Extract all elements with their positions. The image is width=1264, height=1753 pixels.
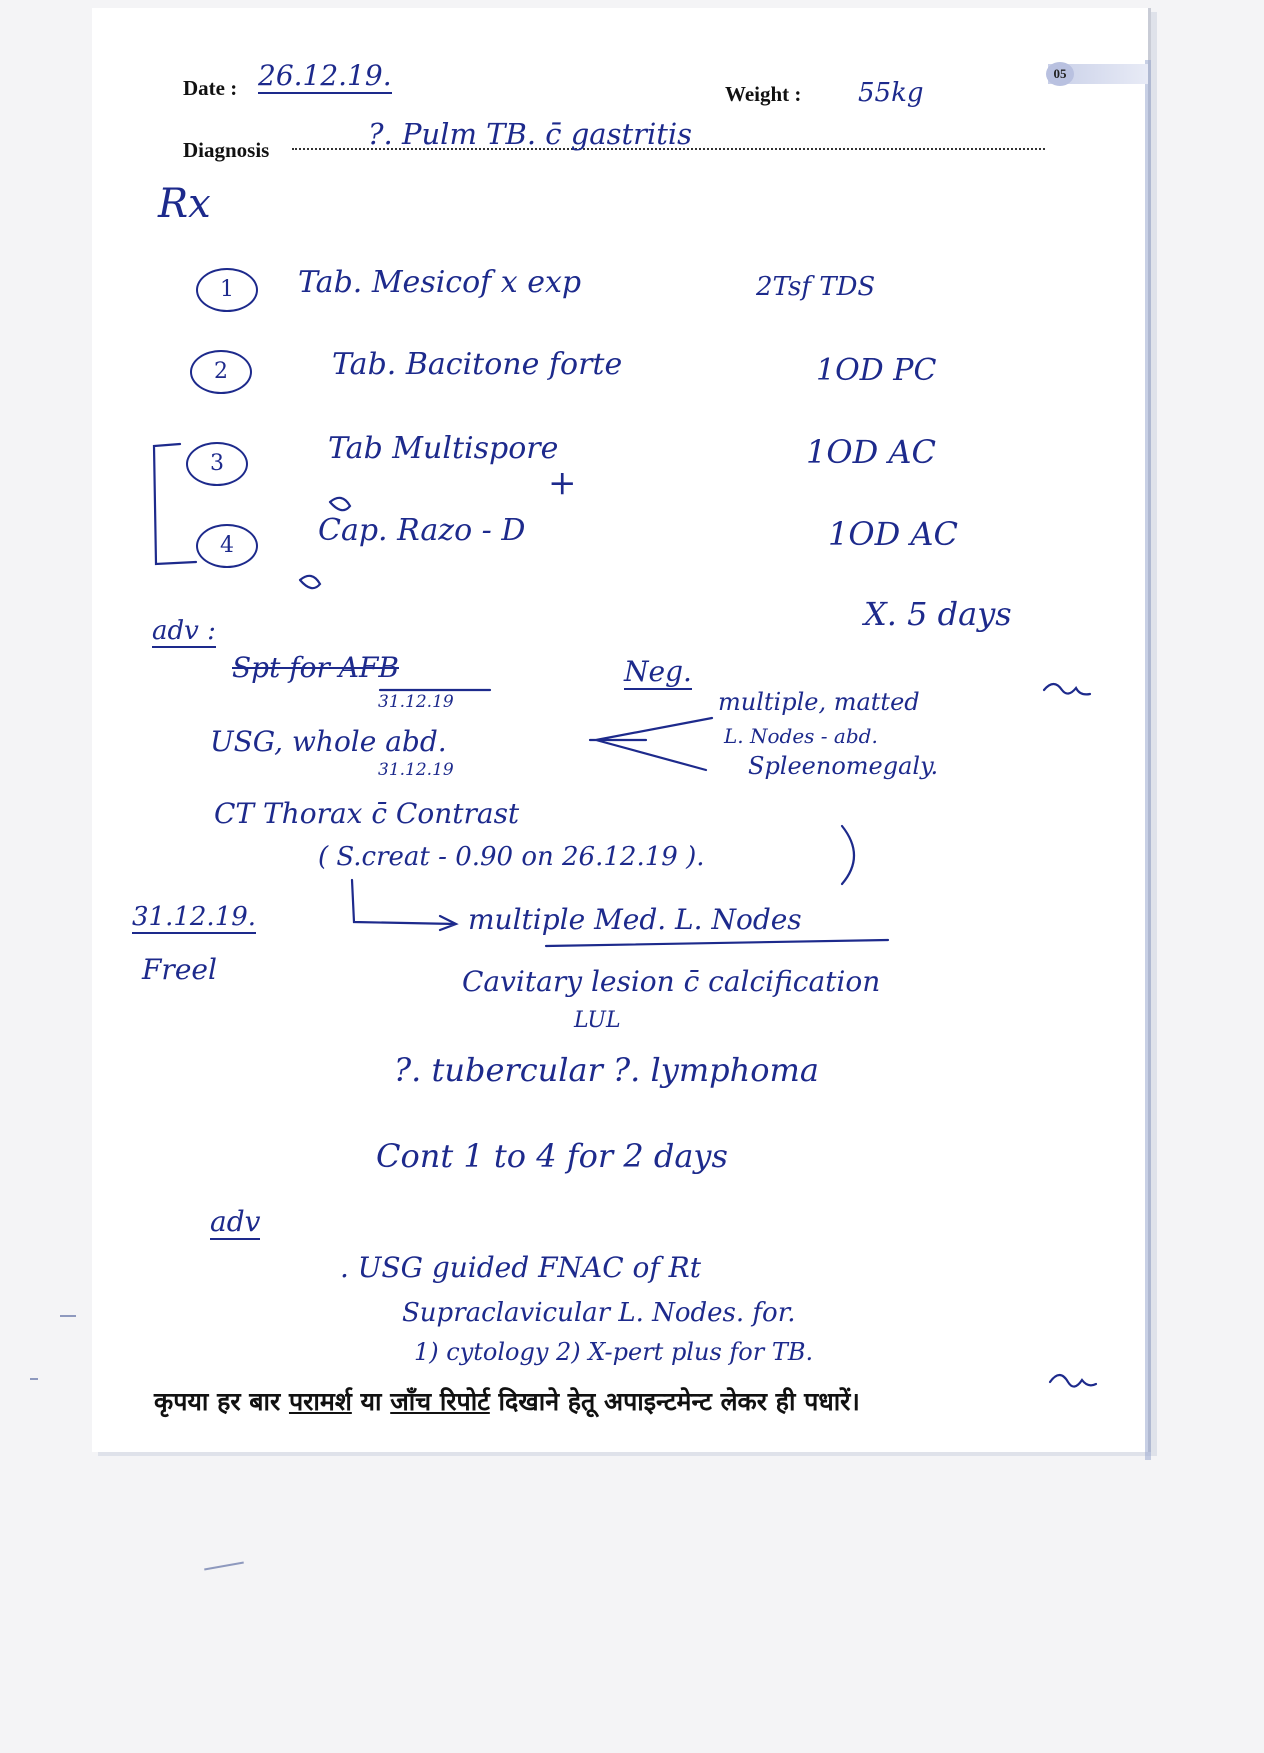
med-dose: 1OD AC: [828, 515, 959, 553]
creatinine-note: ( S.creat - 0.90 on 26.12.19 ).: [318, 842, 705, 872]
fnac-advice: Supraclavicular L. Nodes. for.: [402, 1298, 796, 1328]
weight-label: Weight :: [725, 82, 802, 106]
diagnosis-value: ?. Pulm TB. c̄ gastritis: [368, 117, 693, 151]
duration: X. 5 days: [864, 595, 1012, 633]
med-number: 2: [190, 350, 252, 394]
fnac-advice: . USG guided FNAC of Rt: [340, 1251, 702, 1284]
footer-text: कृपया हर बार: [154, 1387, 289, 1416]
creat-bracket: [842, 826, 854, 884]
med-name: Cap. Razo - D: [318, 513, 526, 548]
med-bracket: [154, 444, 196, 564]
med-dose: 1OD PC: [816, 353, 937, 388]
med-number: 4: [196, 524, 258, 568]
signature: [1044, 684, 1090, 694]
med-number: 3: [186, 442, 248, 486]
ct-finding: multiple Med. L. Nodes: [468, 903, 802, 936]
med-name: Tab Multispore: [328, 431, 559, 466]
usg-date: 31.12.19: [378, 760, 454, 780]
med-dose: 2Tsf TDS: [756, 272, 876, 302]
med-name: Tab. Bacitone forte: [332, 347, 623, 382]
fnac-advice: 1) cytology 2) X-pert plus for TB.: [414, 1338, 814, 1366]
med-number: 1: [196, 268, 258, 312]
ct-test: CT Thorax c̄ Contrast: [214, 797, 520, 830]
footer-text: जाँच रिपोर्ट: [390, 1387, 490, 1416]
followup-date: 31.12.19.: [132, 902, 257, 932]
tick-mark: [300, 576, 320, 588]
sputum-test: Spt for AFB: [232, 651, 399, 684]
date-label: Date :: [183, 76, 238, 100]
footer-text: या: [351, 1387, 391, 1416]
plus-sign: +: [548, 463, 577, 503]
usg-test: USG, whole abd.: [210, 725, 447, 758]
advice-heading: adv: [210, 1205, 261, 1238]
med-dose: 1OD AC: [806, 433, 937, 471]
diagnosis-label: Diagnosis: [183, 138, 270, 162]
weight-value: 55kg: [858, 78, 924, 108]
advice-heading: adv :: [152, 616, 216, 646]
usg-finding: L. Nodes - abd.: [724, 724, 878, 748]
arrow-usg: [590, 718, 712, 770]
continue-note: Cont 1 to 4 for 2 days: [376, 1137, 728, 1175]
sputum-result: Neg.: [624, 655, 692, 688]
impression: ?. tubercular ?. lymphoma: [394, 1051, 819, 1089]
arrow-ct: [352, 880, 456, 930]
rx-symbol: Rx: [158, 181, 211, 227]
sputum-date: 31.12.19: [378, 692, 454, 712]
footer-instruction: [154, 1384, 1094, 1418]
footer-text: दिखाने हेतू अपाइन्टमेन्ट लेकर ही पधारें।: [489, 1387, 860, 1416]
usg-finding: multiple, matted: [718, 688, 920, 716]
footer-text: परामर्श: [288, 1387, 352, 1416]
med-name: Tab. Mesicof x exp: [298, 265, 582, 300]
date-value: 26.12.19.: [258, 59, 392, 92]
usg-finding: Spleenomegaly.: [748, 752, 939, 780]
underline-findings: [546, 940, 888, 946]
followup-label: Freel: [142, 953, 217, 986]
page-number: 05: [1046, 62, 1074, 86]
ct-finding: LUL: [574, 1008, 621, 1033]
ct-finding: Cavitary lesion c̄ calcification: [462, 965, 881, 998]
tick-mark: [330, 498, 350, 510]
